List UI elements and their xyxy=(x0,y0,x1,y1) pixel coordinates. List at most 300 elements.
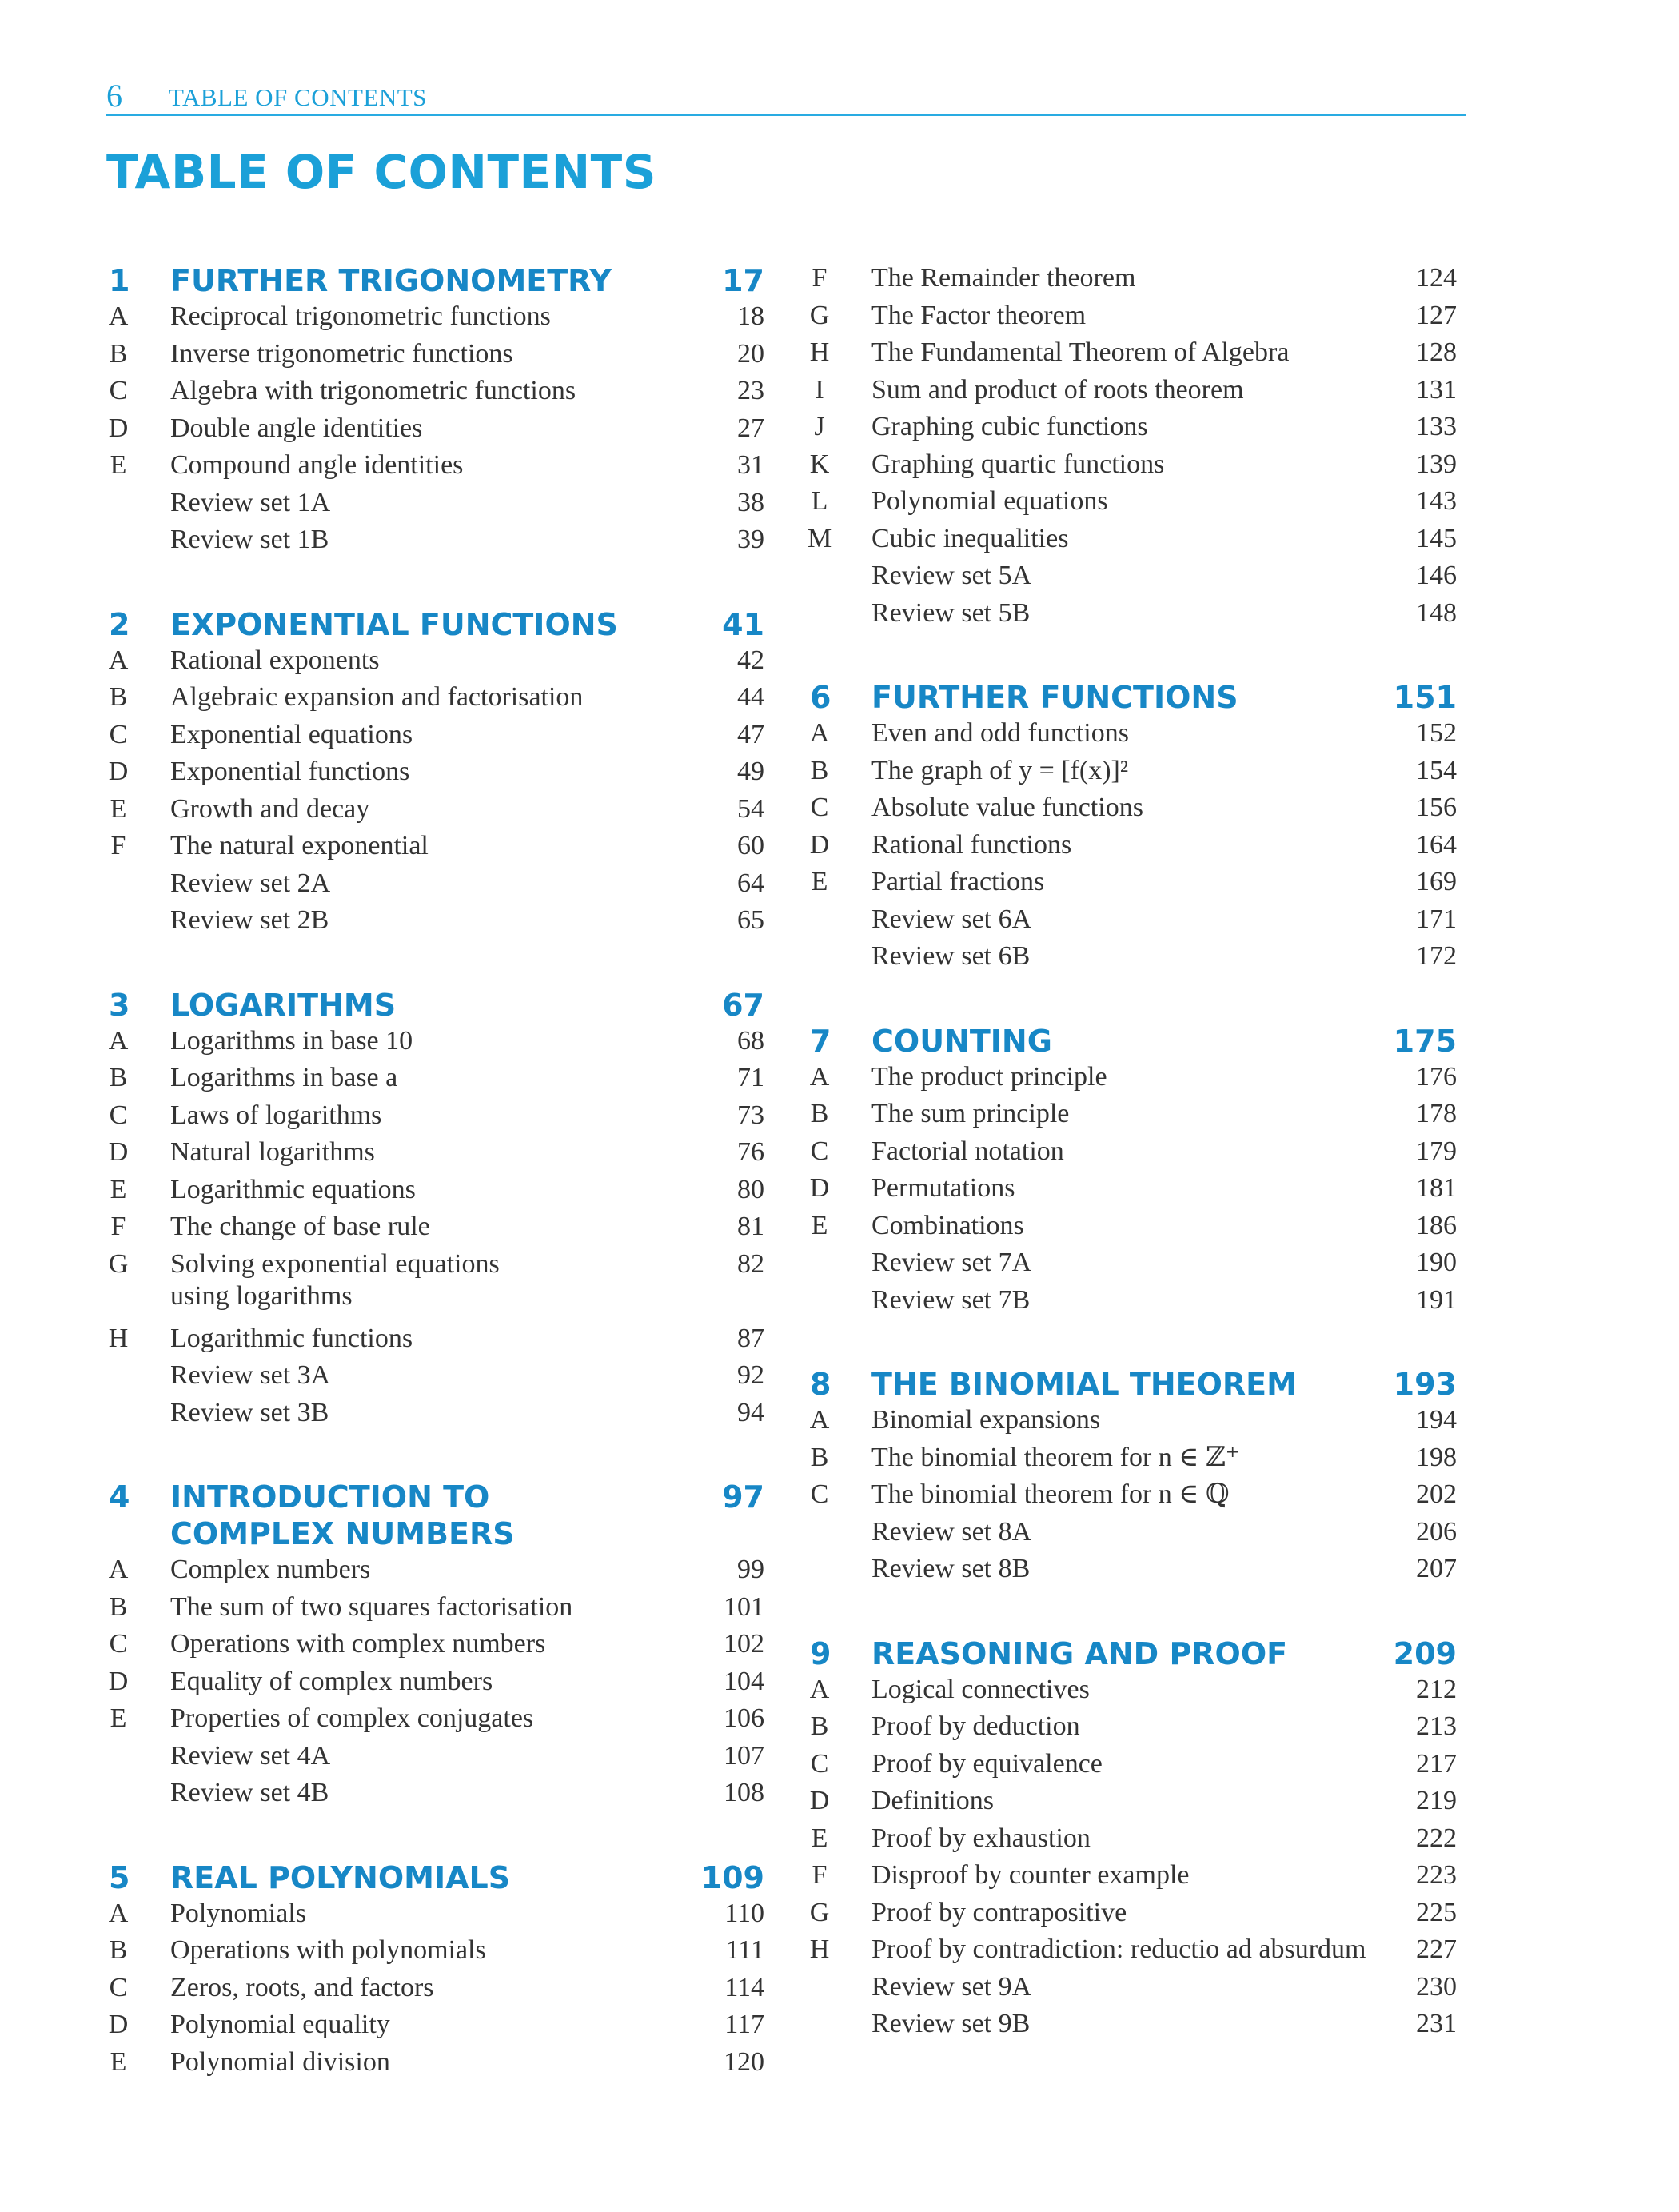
section-page: 172 xyxy=(1416,941,1457,971)
toc-entry[interactable] xyxy=(106,487,764,524)
toc-entry[interactable] xyxy=(808,1748,1457,1785)
section-title: Logarithms in base a xyxy=(170,1063,398,1092)
section-letter: E xyxy=(811,867,828,896)
section-page: 54 xyxy=(737,793,764,824)
chapter-page: 109 xyxy=(700,1859,764,1895)
section-letter: G xyxy=(809,300,830,330)
section-letter: A xyxy=(809,1405,830,1435)
toc-entry[interactable] xyxy=(808,1172,1457,1209)
section-letter: A xyxy=(108,1025,129,1056)
chapter-page: 209 xyxy=(1393,1635,1457,1671)
section-title: Binomial expansions xyxy=(871,1405,1101,1435)
section-page: 101 xyxy=(724,1591,764,1622)
section-title: Permutations xyxy=(871,1173,1015,1203)
chapter-heading[interactable] xyxy=(106,262,764,301)
toc-entry[interactable] xyxy=(106,2046,764,2083)
chapter-heading[interactable] xyxy=(808,679,1457,717)
toc-entry[interactable] xyxy=(808,1553,1457,1590)
toc-entry[interactable] xyxy=(106,413,764,449)
section-page: 145 xyxy=(1416,523,1457,553)
section-title: Absolute value functions xyxy=(871,793,1143,822)
section-title: Logarithms in base 10 xyxy=(170,1025,413,1056)
section-page: 39 xyxy=(737,525,764,554)
section-page: 169 xyxy=(1416,867,1457,896)
section-page: 60 xyxy=(737,831,764,860)
section-title: Review set 2A xyxy=(170,868,331,898)
toc-entry[interactable] xyxy=(106,1025,764,1062)
section-title: The product principle xyxy=(871,1061,1107,1092)
chapter-number: 3 xyxy=(109,987,130,1023)
section-page: 227 xyxy=(1416,1935,1457,1964)
section-title: Review set 1A xyxy=(170,487,331,517)
section-page: 156 xyxy=(1416,793,1457,822)
section-letter: D xyxy=(809,829,830,860)
section-letter: K xyxy=(809,449,830,479)
section-letter: A xyxy=(108,645,129,675)
section-title: Double angle identities xyxy=(170,413,423,443)
section-title: Operations with polynomials xyxy=(170,1935,486,1965)
toc-entry[interactable] xyxy=(106,338,764,375)
section-page: 64 xyxy=(737,868,764,898)
section-title: Review set 6B xyxy=(871,941,1031,971)
section-letter: A xyxy=(108,301,129,331)
section-letter: E xyxy=(110,1174,127,1204)
section-page: 106 xyxy=(724,1703,764,1733)
section-letter: C xyxy=(810,1136,829,1166)
section-letter: A xyxy=(108,1555,129,1584)
section-page: 179 xyxy=(1416,1136,1457,1166)
section-title: Inverse trigonometric functions xyxy=(170,338,513,369)
section-letter: A xyxy=(108,1898,129,1928)
section-letter: H xyxy=(809,1935,830,1964)
toc-entry[interactable] xyxy=(106,1062,764,1099)
section-page: 222 xyxy=(1416,1823,1457,1853)
section-letter: C xyxy=(109,1972,128,2002)
toc-entry[interactable] xyxy=(808,1098,1457,1135)
section-page: 213 xyxy=(1416,1711,1457,1741)
chapter-title: LOGARITHMS xyxy=(170,987,397,1023)
toc-entry[interactable] xyxy=(106,1666,764,1703)
toc-entry[interactable] xyxy=(106,1360,764,1396)
chapter-number: 5 xyxy=(109,1859,130,1895)
section-title: Review set 1B xyxy=(170,525,329,554)
toc-entry[interactable] xyxy=(808,1442,1457,1479)
toc-entry[interactable] xyxy=(106,719,764,756)
section-title: Laws of logarithms xyxy=(170,1100,382,1130)
toc-entry[interactable] xyxy=(808,1823,1457,1859)
section-title: The binomial theorem for n ∈ ℚ xyxy=(871,1479,1230,1509)
section-title: Review set 4A xyxy=(170,1740,331,1771)
section-page: 49 xyxy=(737,757,764,786)
chapter-page: 67 xyxy=(722,987,764,1023)
toc-entry[interactable] xyxy=(106,1554,764,1591)
toc-entry[interactable] xyxy=(106,1740,764,1777)
section-page: 31 xyxy=(737,450,764,480)
section-page: 178 xyxy=(1416,1099,1457,1128)
chapter-number: 9 xyxy=(810,1635,832,1671)
section-page: 207 xyxy=(1416,1554,1457,1583)
chapter-heading[interactable] xyxy=(106,1859,764,1898)
toc-entry[interactable] xyxy=(808,485,1457,522)
toc-entry[interactable] xyxy=(808,1859,1457,1896)
section-letter: F xyxy=(110,1212,126,1241)
chapter-page: 193 xyxy=(1393,1367,1457,1402)
section-page: 202 xyxy=(1416,1479,1457,1509)
section-title: Polynomial equations xyxy=(871,486,1108,516)
section-letter: A xyxy=(809,718,830,748)
section-page: 127 xyxy=(1416,300,1457,330)
section-title: Even and odd functions xyxy=(871,718,1129,748)
section-title: Rational exponents xyxy=(170,645,380,675)
section-page: 152 xyxy=(1416,718,1457,748)
section-title: Logarithmic functions xyxy=(170,1323,413,1353)
toc-entry[interactable] xyxy=(106,375,764,412)
toc-entry[interactable] xyxy=(106,793,764,830)
section-letter: D xyxy=(809,1173,830,1203)
section-title: Rational functions xyxy=(871,829,1072,860)
section-letter: D xyxy=(108,757,129,786)
chapter-title: THE BINOMIAL THEOREM xyxy=(871,1367,1297,1402)
section-page: 76 xyxy=(737,1137,764,1167)
section-title: Review set 6A xyxy=(871,904,1032,934)
section-letter: D xyxy=(809,1786,830,1815)
section-letter: E xyxy=(110,450,127,480)
running-head-title: TABLE OF CONTENTS xyxy=(169,83,427,111)
section-title: Proof by equivalence xyxy=(871,1748,1103,1779)
section-page: 124 xyxy=(1416,263,1457,293)
section-title: Proof by contradiction: reductio ad absurdum xyxy=(871,1935,1366,1964)
section-page: 44 xyxy=(737,682,764,712)
toc-entry[interactable] xyxy=(808,866,1457,903)
chapter-heading[interactable] xyxy=(106,606,764,645)
toc-entry[interactable] xyxy=(106,868,764,904)
toc-entry[interactable] xyxy=(106,681,764,718)
toc-entry[interactable] xyxy=(106,645,764,681)
toc-entry[interactable] xyxy=(808,262,1457,299)
toc-entry[interactable] xyxy=(808,449,1457,485)
section-letter: I xyxy=(815,374,824,405)
section-letter: B xyxy=(810,755,829,785)
section-title: Complex numbers xyxy=(170,1555,371,1584)
section-letter: L xyxy=(811,486,828,516)
section-title: Review set 5A xyxy=(871,561,1032,590)
section-letter: E xyxy=(110,2046,127,2077)
section-page: 231 xyxy=(1416,2009,1457,2038)
section-page: 81 xyxy=(737,1212,764,1241)
section-page: 146 xyxy=(1416,561,1457,590)
section-page: 143 xyxy=(1416,486,1457,516)
chapter-number: 2 xyxy=(109,606,130,642)
toc-entry[interactable] xyxy=(808,792,1457,829)
toc-entry[interactable] xyxy=(808,1711,1457,1747)
section-page: 206 xyxy=(1416,1516,1457,1547)
section-title: Review set 9B xyxy=(871,2009,1031,2038)
section-letter: B xyxy=(810,1099,829,1128)
section-title: Review set 5B xyxy=(871,597,1031,628)
section-title: Graphing cubic functions xyxy=(871,412,1148,441)
section-page: 223 xyxy=(1416,1860,1457,1890)
toc-entry[interactable] xyxy=(808,597,1457,634)
section-page: 38 xyxy=(737,487,764,517)
section-page: 212 xyxy=(1416,1674,1457,1704)
section-letter: H xyxy=(809,337,830,367)
section-page: 191 xyxy=(1416,1284,1457,1315)
toc-entry[interactable] xyxy=(808,1674,1457,1711)
toc-entry[interactable] xyxy=(106,1935,764,1971)
section-title: The change of base rule xyxy=(170,1212,430,1241)
section-letter: D xyxy=(108,1666,129,1696)
toc-entry[interactable] xyxy=(106,1323,764,1360)
toc-entry[interactable] xyxy=(808,560,1457,597)
toc-entry[interactable] xyxy=(106,904,764,941)
section-page: 20 xyxy=(737,338,764,369)
section-page: 92 xyxy=(737,1360,764,1390)
section-title: Review set 7A xyxy=(871,1248,1032,1277)
toc-entry[interactable] xyxy=(106,1174,764,1211)
toc-entry[interactable] xyxy=(808,337,1457,373)
section-page: 104 xyxy=(724,1666,764,1696)
section-page: 230 xyxy=(1416,1971,1457,2002)
chapter-page: 17 xyxy=(722,263,764,298)
toc-entry[interactable] xyxy=(106,1248,764,1311)
toc-entry[interactable] xyxy=(808,940,1457,977)
section-letter: F xyxy=(110,831,126,860)
section-title: Sum and product of roots theorem xyxy=(871,374,1244,405)
toc-entry[interactable] xyxy=(808,904,1457,940)
section-title: Polynomial division xyxy=(170,2046,390,2077)
section-title: Graphing quartic functions xyxy=(871,449,1165,479)
section-letter: B xyxy=(810,1711,829,1741)
section-title: Natural logarithms xyxy=(170,1137,375,1167)
section-letter: E xyxy=(110,793,127,824)
toc-entry[interactable] xyxy=(808,829,1457,866)
section-page: 131 xyxy=(1416,374,1457,405)
section-title: Factorial notation xyxy=(871,1136,1064,1166)
chapter-heading[interactable] xyxy=(106,1479,764,1551)
toc-entry[interactable] xyxy=(808,1897,1457,1934)
running-head xyxy=(106,80,1466,116)
section-title: Review set 4B xyxy=(170,1778,329,1807)
section-title: Growth and decay xyxy=(170,793,370,824)
section-title: Exponential functions xyxy=(170,757,410,786)
section-letter: E xyxy=(110,1703,127,1733)
section-letter: E xyxy=(811,1823,828,1853)
toc-entry[interactable] xyxy=(808,2008,1457,2045)
section-page: 225 xyxy=(1416,1897,1457,1927)
toc-entry[interactable] xyxy=(106,1591,764,1628)
section-page: 114 xyxy=(724,1972,764,2002)
toc-entry[interactable] xyxy=(106,449,764,486)
toc-entry[interactable] xyxy=(808,411,1457,448)
section-title: Disproof by counter example xyxy=(871,1860,1190,1890)
section-letter: A xyxy=(809,1674,830,1704)
toc-entry[interactable] xyxy=(106,1136,764,1173)
section-page: 194 xyxy=(1416,1405,1457,1435)
section-page: 217 xyxy=(1416,1748,1457,1779)
toc-entry[interactable] xyxy=(808,755,1457,792)
section-letter: A xyxy=(809,1061,830,1092)
section-page: 87 xyxy=(737,1323,764,1353)
section-title: Polynomials xyxy=(170,1898,307,1928)
section-letter: B xyxy=(109,1591,128,1622)
section-letter: C xyxy=(810,1479,829,1509)
toc-entry[interactable] xyxy=(808,1247,1457,1284)
toc-entry[interactable] xyxy=(808,1785,1457,1822)
section-title: Properties of complex conjugates xyxy=(170,1703,534,1733)
toc-entry[interactable] xyxy=(106,1397,764,1434)
section-letter: G xyxy=(108,1248,129,1279)
chapter-heading[interactable] xyxy=(808,1366,1457,1404)
toc-entry[interactable] xyxy=(808,1404,1457,1441)
section-page: 111 xyxy=(725,1935,764,1965)
section-page: 186 xyxy=(1416,1210,1457,1240)
section-page: 154 xyxy=(1416,755,1457,785)
section-page: 139 xyxy=(1416,449,1457,479)
chapter-number: 4 xyxy=(109,1479,130,1515)
section-title: Proof by deduction xyxy=(871,1711,1080,1741)
section-letter: C xyxy=(109,719,128,749)
section-letter: C xyxy=(810,1748,829,1779)
section-title: The Factor theorem xyxy=(871,300,1087,330)
section-page: 176 xyxy=(1416,1061,1457,1092)
toc-entry[interactable] xyxy=(106,524,764,561)
section-title: The natural exponential xyxy=(170,831,429,860)
chapter-title: REAL POLYNOMIALS xyxy=(170,1859,511,1895)
section-letter: E xyxy=(811,1210,828,1240)
section-title: Review set 8B xyxy=(871,1554,1031,1583)
section-title: Solving exponential equations using logarithms xyxy=(170,1248,500,1311)
chapter-number: 7 xyxy=(810,1023,832,1059)
toc-entry[interactable] xyxy=(808,1934,1457,1970)
page-number: 6 xyxy=(106,78,122,114)
section-title: The sum principle xyxy=(871,1099,1070,1128)
toc-entry[interactable] xyxy=(808,523,1457,560)
toc-entry[interactable] xyxy=(808,374,1457,411)
toc-entry[interactable] xyxy=(808,1136,1457,1172)
section-page: 80 xyxy=(737,1174,764,1204)
section-page: 171 xyxy=(1416,904,1457,934)
section-letter: C xyxy=(109,1629,128,1659)
section-title: Review set 8A xyxy=(871,1516,1032,1547)
toc-entry[interactable] xyxy=(808,1061,1457,1098)
section-title: The sum of two squares factorisation xyxy=(170,1591,573,1622)
section-title: Combinations xyxy=(871,1210,1024,1240)
section-title: Polynomial equality xyxy=(170,2010,390,2039)
chapter-title: FURTHER FUNCTIONS xyxy=(871,680,1238,715)
section-letter: G xyxy=(809,1897,830,1927)
section-letter: B xyxy=(109,682,128,712)
toc-entry[interactable] xyxy=(808,1284,1457,1321)
chapter-number: 1 xyxy=(109,263,130,298)
toc-entry[interactable] xyxy=(106,1972,764,2009)
toc-entry[interactable] xyxy=(106,1703,764,1739)
toc-entry[interactable] xyxy=(106,830,764,867)
toc-entry[interactable] xyxy=(808,1210,1457,1247)
chapter-heading[interactable] xyxy=(808,1635,1457,1674)
section-page: 73 xyxy=(737,1100,764,1130)
section-page: 110 xyxy=(724,1898,764,1928)
chapter-title: REASONING AND PROOF xyxy=(871,1635,1288,1671)
section-letter: C xyxy=(810,793,829,822)
chapter-heading[interactable] xyxy=(808,1023,1457,1061)
section-page: 82 xyxy=(737,1248,764,1279)
section-title: Review set 9A xyxy=(871,1971,1032,2002)
section-title: Partial fractions xyxy=(871,867,1045,896)
section-letter: F xyxy=(812,263,828,293)
chapter-page: 175 xyxy=(1393,1023,1457,1059)
chapter-heading[interactable] xyxy=(106,987,764,1025)
section-title: The Remainder theorem xyxy=(871,263,1136,293)
toc-entry[interactable] xyxy=(808,1971,1457,2008)
toc-entry[interactable] xyxy=(808,300,1457,337)
chapter-title: COUNTING xyxy=(871,1023,1052,1059)
section-page: 47 xyxy=(737,719,764,749)
section-letter: C xyxy=(109,376,128,405)
section-page: 148 xyxy=(1416,597,1457,628)
section-title: Zeros, roots, and factors xyxy=(170,1972,434,2002)
section-title: Equality of complex numbers xyxy=(170,1666,493,1696)
section-letter: D xyxy=(108,1137,129,1167)
toc-entry[interactable] xyxy=(808,717,1457,754)
chapter-page: 41 xyxy=(722,606,764,642)
section-title: Logarithmic equations xyxy=(170,1174,416,1204)
section-letter: D xyxy=(108,2010,129,2039)
section-letter: J xyxy=(814,412,825,441)
page-title: TABLE OF CONTENTS xyxy=(106,145,657,199)
toc-entry[interactable] xyxy=(106,1898,764,1935)
section-page: 42 xyxy=(737,645,764,675)
section-title: Review set 7B xyxy=(871,1284,1031,1315)
toc-entry[interactable] xyxy=(808,1516,1457,1553)
chapter-number: 6 xyxy=(810,680,832,715)
toc-entry[interactable] xyxy=(808,1479,1457,1515)
section-title: Cubic inequalities xyxy=(871,523,1069,553)
toc-entry[interactable] xyxy=(106,1100,764,1136)
section-page: 219 xyxy=(1416,1786,1457,1815)
toc-entry[interactable] xyxy=(106,756,764,793)
section-page: 120 xyxy=(724,2046,764,2077)
section-title: Proof by exhaustion xyxy=(871,1823,1091,1853)
section-page: 190 xyxy=(1416,1248,1457,1277)
toc-entry[interactable] xyxy=(106,1628,764,1665)
section-page: 198 xyxy=(1416,1442,1457,1472)
section-letter: F xyxy=(812,1860,828,1890)
section-letter: B xyxy=(109,1063,128,1092)
section-title: Compound angle identities xyxy=(170,450,464,480)
chapter-page: 151 xyxy=(1393,680,1457,715)
section-title: Operations with complex numbers xyxy=(170,1629,546,1659)
section-title: Logical connectives xyxy=(871,1674,1090,1704)
toc-entry[interactable] xyxy=(106,1211,764,1248)
section-title: Review set 3B xyxy=(170,1397,329,1427)
section-title: Algebra with trigonometric functions xyxy=(170,376,576,405)
section-title: Exponential equations xyxy=(170,719,413,749)
section-letter: C xyxy=(109,1100,128,1130)
toc-entry[interactable] xyxy=(106,2009,764,2046)
section-page: 68 xyxy=(737,1025,764,1056)
toc-entry[interactable] xyxy=(106,1777,764,1814)
chapter-title: EXPONENTIAL FUNCTIONS xyxy=(170,606,618,642)
section-page: 99 xyxy=(737,1555,764,1584)
section-page: 102 xyxy=(724,1629,764,1659)
section-page: 128 xyxy=(1416,337,1457,367)
section-page: 94 xyxy=(737,1397,764,1427)
section-letter: H xyxy=(108,1323,129,1353)
toc-entry[interactable] xyxy=(106,301,764,337)
section-letter: B xyxy=(810,1442,829,1472)
section-page: 107 xyxy=(724,1740,764,1771)
section-letter: B xyxy=(109,1935,128,1965)
